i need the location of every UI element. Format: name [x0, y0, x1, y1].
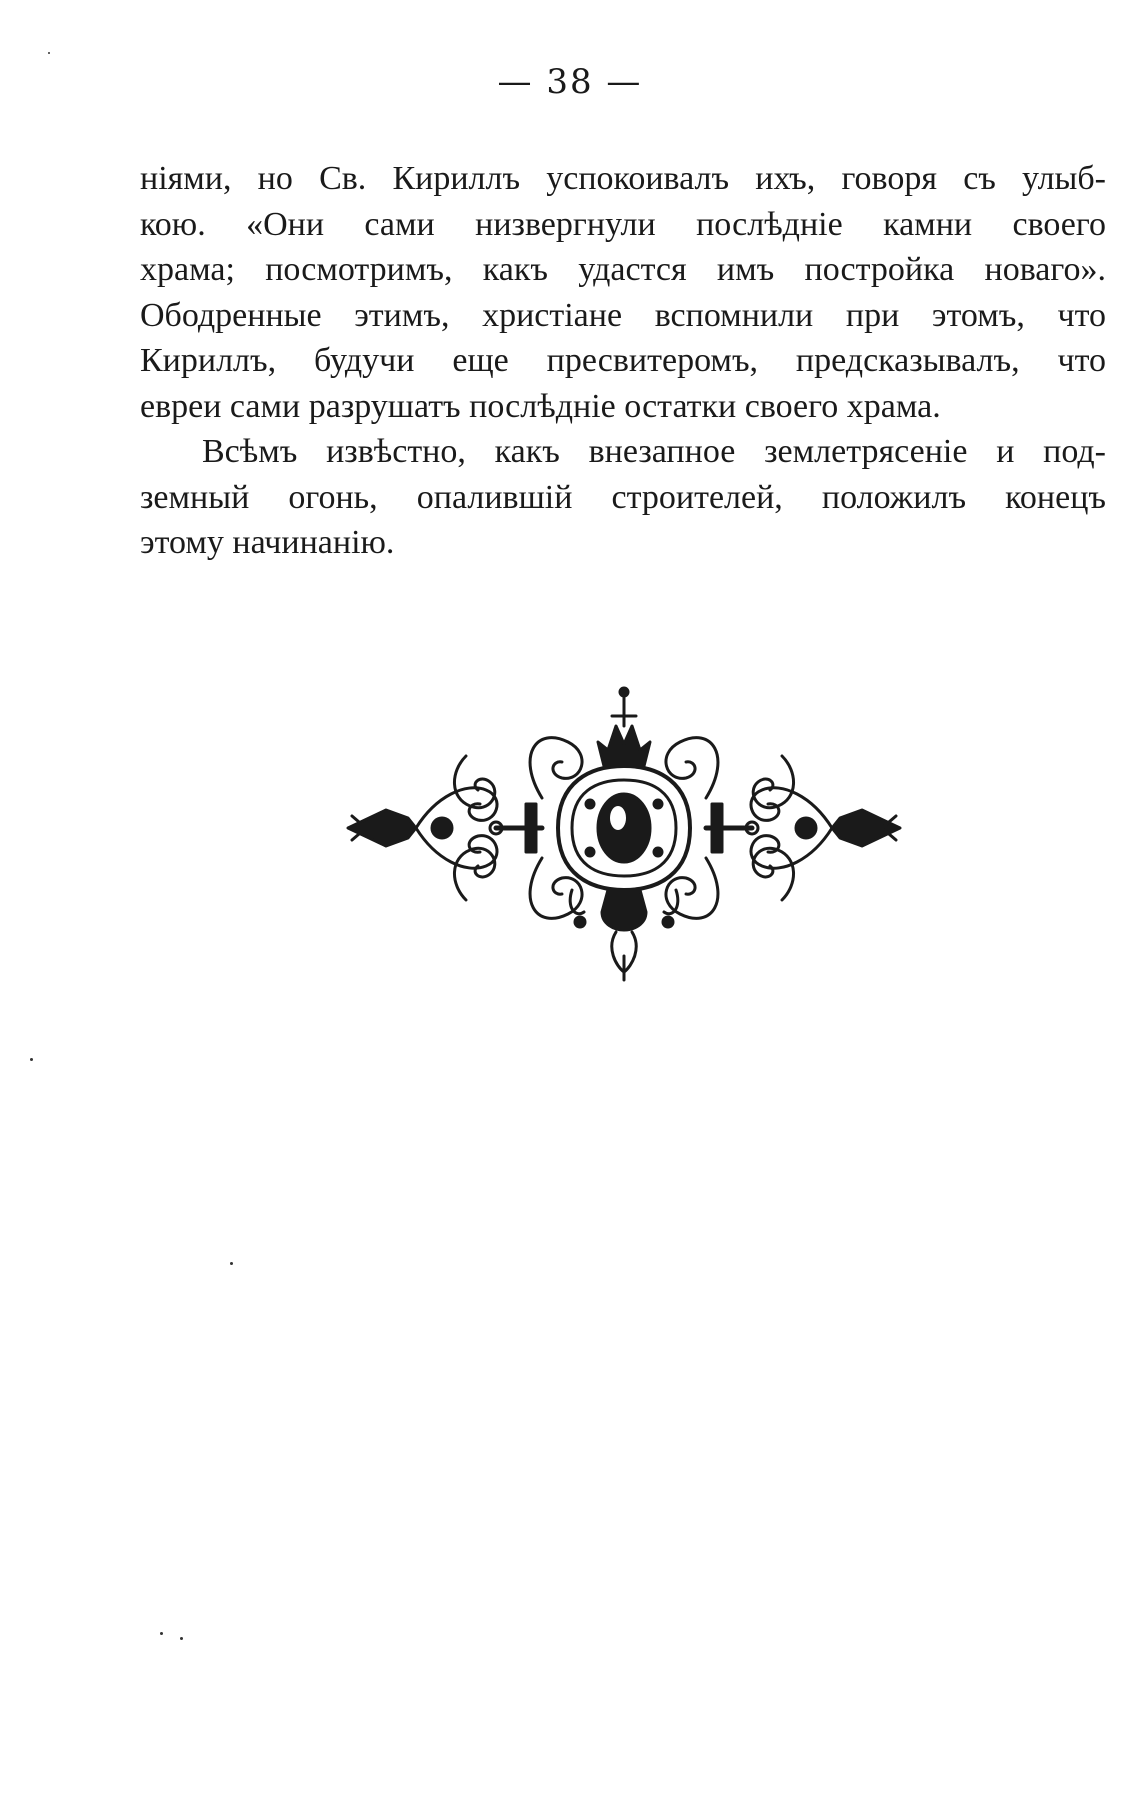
body-text [140, 156, 1106, 566]
text-line: ніями, но Св. Кириллъ успокоивалъ ихъ, говоря съ улыб- [140, 160, 1106, 197]
text-line: земный огонь, опалившій строителей, положилъ конецъ [140, 478, 1106, 516]
text-line: Всѣмъ извѣстно, какъ внезапное землетрясеніе и под- [202, 433, 1106, 470]
text-line: евреи сами разрушатъ послѣдніе остатки своего храма. [140, 387, 941, 425]
scan-speck [180, 1637, 183, 1640]
scan-speck [30, 1058, 33, 1061]
text-line: храма; посмотримъ, какъ удастся имъ постройка новаго». [140, 251, 1106, 288]
text-line: Ободренные этимъ, христіане вспомнили при этомъ, что [140, 296, 1106, 334]
floral-ornament-icon [346, 686, 902, 982]
scan-speck [230, 1262, 233, 1265]
scan-speck [48, 52, 50, 54]
text-line: кою. «Они сами низвергнули послѣдніе камни своего [140, 205, 1106, 243]
text-line: Кириллъ, будучи еще пресвитеромъ, предсказывалъ, что [140, 342, 1106, 379]
page-number: — 38 — [497, 62, 643, 102]
text-line: этому начинанію. [140, 524, 395, 561]
scan-speck [160, 1632, 163, 1635]
